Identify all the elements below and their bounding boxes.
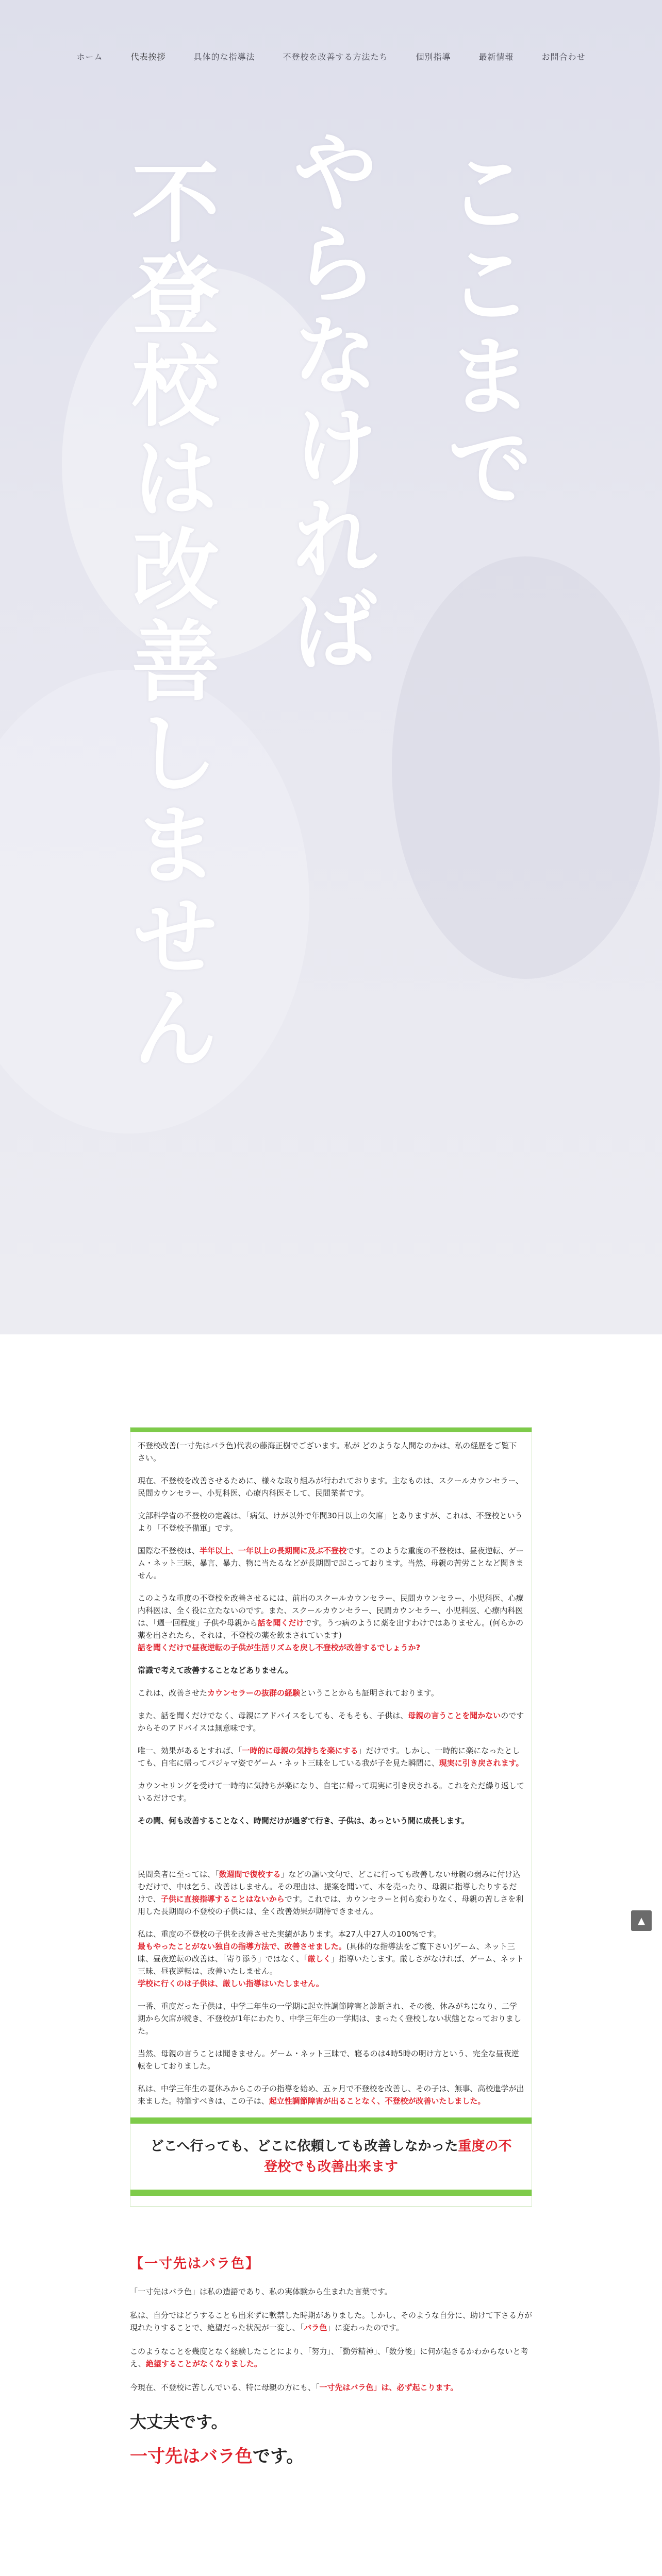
emphasis: 話を聞くだけ: [257, 1618, 304, 1628]
divider-bar: [130, 2190, 532, 2196]
section-heading: 【一寸先はバラ色】: [130, 2256, 260, 2272]
hero-headline-line-1: ここまで: [431, 147, 533, 514]
nav-item-home[interactable]: ホーム: [76, 52, 103, 62]
emphasis: バラ色: [304, 2323, 327, 2332]
nav-item-contact[interactable]: お問合わせ: [541, 52, 586, 62]
nav-item-ways[interactable]: 不登校を改善する方法たち: [283, 52, 388, 62]
motto-section: [130, 2253, 532, 2467]
emphasis: カウンセラーの抜群の経験: [207, 1688, 301, 1698]
emphasis: 子供に直接指導することはないから: [160, 1894, 285, 1904]
spacer: [138, 1837, 524, 1868]
paragraph: 現在、不登校を改善させるために、様々な取り組みが行われております。主なものは、スクールカウンセラー、民間カウンセラー、小児科医、心療内科医そして、民間業者です。: [138, 1476, 523, 1498]
paragraph: 当然、母親の言うことは聞きません。ゲーム・ネット三昧で、寝るのは4時5時の明け方という、完全な昼夜逆転をしておりました。: [138, 2049, 519, 2071]
paragraph: 不登校改善(一寸先はバラ色)代表の藤海正樹でございます。私が どのような人間なのかは、私の経歴をご覧下さい。: [138, 1441, 517, 1463]
paragraph: このようなことを幾度となく経験したことにより、「努力」、「勤労精神」、「数分後」に何が起きるかわからないと考え、絶望することがなくなりました。: [130, 2347, 528, 2368]
box-top-accent: [130, 1428, 532, 1432]
paragraph: 国際な不登校は、半年以上、一年以上の長期間に及ぶ不登校です。このような重度の不登校は、昼夜逆転、ゲーム・ネット三昧、暴言、暴力、物に当たるなどが長期間で起こっております。当然、母親の苦労ことなど聞きません。: [138, 1546, 524, 1580]
paragraph: また、話を聞くだけでなく、母親にアドバイスをしても、そもそも、子供は、母親の言うことを聞かないのですからそのアドバイスは無意味です。: [138, 1711, 524, 1733]
emphasis: 母親の言うことを聞かない: [408, 1711, 501, 1720]
paragraph: これは、改善させたカウンセラーの抜群の経験ということからも証明されております。: [138, 1688, 439, 1698]
emphasis: 起立性調節障害が出ることなく、不登校が改善いたしました。: [269, 2096, 486, 2106]
emphasis-paragraph: 常識で考えて改善することなどありません。: [138, 1666, 293, 1675]
nav-item-individual[interactable]: 個別指導: [416, 52, 451, 62]
paragraph: 私は、中学三年生の夏休みからこの子の指導を始め、五ヶ月で不登校を改善し、その子は、無事、高校進学が出来ました。特筆すべきは、この子は、起立性調節障害が出ることなく、不登校が改善いたしました。: [138, 2084, 524, 2106]
emphasis-paragraph: その間、何も改善することなく、時間だけが過ぎて行き、子供は、あっという間に成長します。: [138, 1816, 469, 1825]
closing-line-2: 一寸先はバラ色です。: [130, 2446, 304, 2467]
closing-line-1: 大丈夫です。: [130, 2412, 228, 2432]
emphasis: 学校に行くのは子供は、厳しい指導はいたしません。: [138, 1979, 324, 1988]
nav-item-news[interactable]: 最新情報: [478, 52, 514, 62]
emphasis: 話を聞くだけで昼夜逆転の子供が生活リズムを戻し不登校が改善するでしょうか?: [138, 1643, 421, 1652]
paragraph: 一番、重度だった子供は、中学二年生の一学期に起立性調節障害と診断され、その後、休みがちになり、二学期から欠席が続き、不登校が1年にわたり、中学三年生の一学期は、まったく登校しない状態となっておりました。: [138, 2002, 521, 2036]
paragraph: カウンセリングを受けて一時的に気持ちが楽になり、自宅に帰って現実に引き戻される。これをただ繰り返しているだけです。: [138, 1781, 524, 1803]
emphasis: 絶望することがなくなりました。: [145, 2359, 262, 2368]
emphasis: 一時的に母親の気持ちを楽にする: [242, 1746, 358, 1755]
nav-item-greeting[interactable]: 代表挨拶: [130, 52, 166, 62]
callout-text: どこへ行っても、どこに依頼しても改善しなかった重度の不登校でも改善出来ます: [150, 2139, 512, 2175]
emphasis: 厳しく: [307, 1954, 331, 1963]
paragraph: 「一寸先はバラ色」は私の造語であり、私の実体験から生まれた言葉です。: [130, 2287, 392, 2296]
emphasis: 半年以上、一年以上の長期間に及ぶ不登校: [200, 1546, 347, 1555]
paragraph: 唯一、効果があるとすれば、「一時的に母親の気持ちを楽にする」だけです。しかし、一時的に楽になったとしても、自宅に帰ってパジャマ姿でゲーム・ネット三昧をしている我が子を見た瞬間に、現実に引き戻されます。: [138, 1746, 524, 1768]
hero-headline: [117, 126, 533, 1105]
emphasis: 数週間で復校する: [219, 1870, 281, 1879]
greeting-box: [130, 1427, 532, 2207]
emphasis: 重度の不登校でも改善出来ます: [263, 2139, 512, 2175]
paragraph: 私は、重度の不登校の子供を改善させた実績があります。本27人中27人の100%です。 最もやったことがない独自の指導方法で、改善させました。(具体的な指導法をご覧下さい)ゲーム、ネット三昧、昼夜逆転の改善は、「寄り添う」ではなく、「厳しく」指導いたします。厳しさがなければ、ゲーム、ネット三昧、昼夜逆転は、改善いたしません。 学校に行くのは子供は、厳しい指導はいたしません。: [138, 1929, 524, 1988]
nav-item-methods[interactable]: 具体的な指導法: [193, 52, 255, 62]
emphasis: 最もやったことがない独自の指導方法で、改善させました。: [138, 1942, 346, 1951]
scroll-to-top-button[interactable]: ▲: [631, 1910, 652, 1931]
paragraph: 民間業者に至っては、「数週間で復校する」などの謳い文句で、どこに行っても改善しない母親の弱みに付け込むだけで、中は乞う、改善はしません。その理由は、提案を聞いて、本を売ったり、母親に指導したりするだけで、子供に直接指導することはないからです。これでは、カウンセラーと何ら変わりなく、母親の苦しさを利用した長期間の不登校の子供には、全く改善効果が期待できません。: [138, 1870, 524, 1916]
main-navigation: [0, 48, 662, 64]
paragraph: このような重度の不登校を改善させるには、前出のスクールカウンセラー、民間カウンセラー、小児科医、心療内科医は、全く役に立たないのです。また、スクールカウンセラー、民間カウンセラー、小児科医、心療内科医は、「週一回程度」子供や母親から話を聞くだけです。うつ病のように薬を出すわけではありません。(何らかの薬を出されたら、それは、不登校の薬を飲まされています) 話を聞くだけで昼夜逆転の子供が生活リズムを戻し不登校が改善するでしょうか?: [138, 1594, 524, 1652]
hero-headline-line-3: 不登校は改善しません: [117, 157, 219, 1074]
main-content: [130, 1427, 532, 2467]
paragraph: 今現在、不登校に苦しんでいる、特に母親の方にも、「一寸先はバラ色」は、必ず起こります。: [130, 2383, 458, 2392]
divider-bar: [130, 2117, 532, 2124]
paragraph: 文部科学省の不登校の定義は、「病気、けが以外で年間30日以上の欠席」とありますが、これは、不登校というより「不登校予備軍」です。: [138, 1511, 523, 1533]
emphasis: 一寸先はバラ色: [319, 2383, 374, 2392]
emphasis: 現実に引き戻されます。: [439, 1758, 524, 1768]
paragraph: 私は、自分ではどうすることも出来ずに軟禁した時期がありました。しかし、そのような自分に、助けて下さる方が現れたりすることで、絶望だった状況が一変し、「バラ色」に変わったのです。: [130, 2311, 533, 2332]
hero-headline-line-2: やらなければ: [276, 126, 378, 676]
